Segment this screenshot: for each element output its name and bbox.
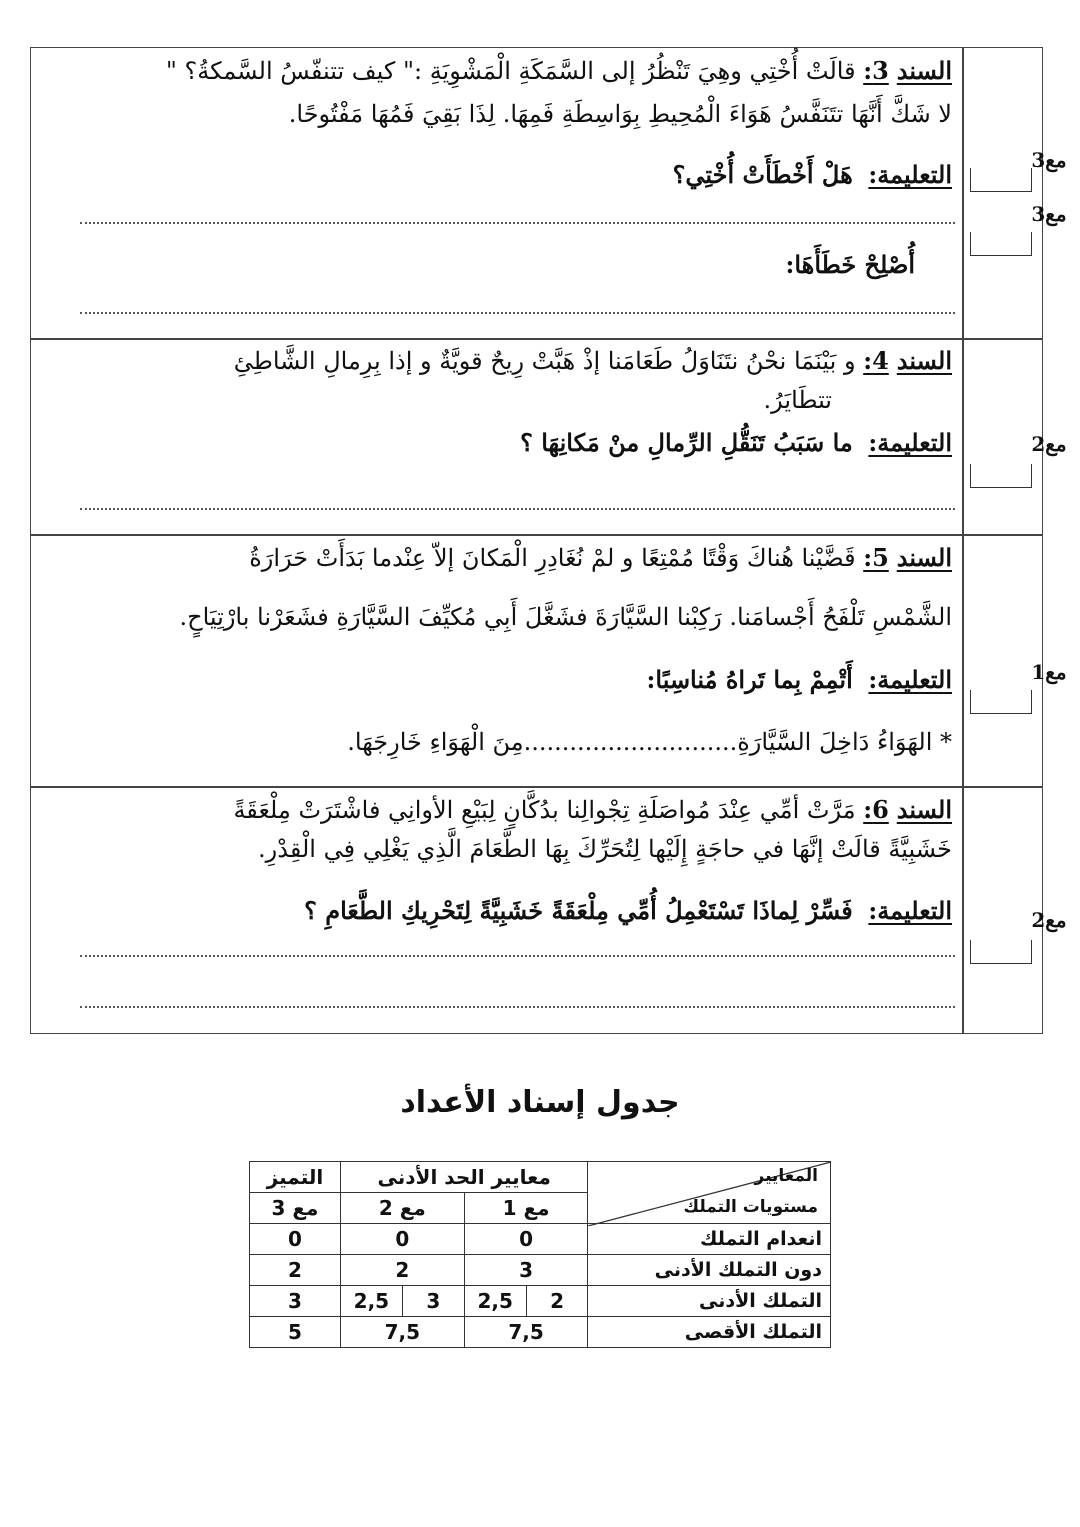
score-box[interactable] xyxy=(970,168,1032,192)
support-4-line-1 xyxy=(234,346,952,375)
instruction-5 xyxy=(647,665,952,694)
support-4-line-2: تتطَايَرُ. xyxy=(763,386,832,414)
instruction-text: فَسِّرْ لِماذَا تَسْتَعْمِلُ أُمِّي مِلْعَقَةً خَشَبِيَّةً لِتَحْرِيكِ الطَّعَامِ ؟ xyxy=(304,896,853,925)
score-cell: 7,5 xyxy=(464,1317,588,1348)
completion-sentence[interactable]: * الهَوَاءُ دَاخِلَ السَّيَّارَةِ............................مِنَ الْهَوَاءِ خَارِجَهَا. xyxy=(347,728,952,756)
exercise-frame xyxy=(30,47,1043,1034)
support-text: و بَيْنَمَا نحْنُ نتَنَاوَلُ طَعَامَنا إذْ هَبَّتْ رِيحٌ قويَّةٌ و إذا بِرِمالِ الشَّاطِئِ xyxy=(233,347,856,375)
score-cell: 2 xyxy=(340,1255,464,1286)
answer-line[interactable] xyxy=(80,222,955,224)
score-cell: 0 xyxy=(464,1224,588,1255)
excellence-header: التميز xyxy=(250,1162,341,1193)
support-5-line-1 xyxy=(249,543,952,572)
support-number: 4: xyxy=(863,346,889,375)
instruction-label: التعليمة: xyxy=(868,160,952,189)
grade-table-title: جدول إسناد الأعداد xyxy=(400,1085,680,1120)
section-divider xyxy=(30,534,1043,536)
instruction-3 xyxy=(673,160,952,189)
grade-table xyxy=(249,1161,831,1348)
table-corner-cell xyxy=(588,1162,831,1224)
score-cell: 2,5 xyxy=(340,1286,402,1317)
score-cell: 5 xyxy=(250,1317,341,1348)
support-text: قالَتْ أُخْتِي وهِيَ تَنْظُرُ إلى السَّمَكَةِ الْمَشْوِيَةِ :" كيف تتنفّسُ السَّمكةُ؟ " xyxy=(165,57,856,85)
support-label: السند xyxy=(896,543,952,572)
score-cell: 0 xyxy=(340,1224,464,1255)
score-cell: 3 xyxy=(464,1255,588,1286)
support-label: السند xyxy=(896,795,952,824)
answer-line[interactable] xyxy=(80,312,955,314)
score-box[interactable] xyxy=(970,690,1032,714)
support-5-line-2: الشَّمْسِ تَلْفَحُ أَجْسامَنا. رَكِبْنا السَّيَّارَةَ فشَغَّلَ أَبِي مُكيِّفَ السَّيَّارَةِ فشَعَرْنا بارْتِيَاحٍ. xyxy=(179,603,952,631)
crit1-header: مع 1 xyxy=(464,1193,588,1224)
level-label: التملك الأدنى xyxy=(588,1286,831,1317)
criterion-label: مع1 xyxy=(1031,660,1067,684)
table-row xyxy=(250,1255,831,1286)
support-label: السند xyxy=(896,346,952,375)
score-cell: 3 xyxy=(402,1286,464,1317)
section-divider xyxy=(30,338,1043,340)
support-text: مَرَّتْ أمِّي عِنْدَ مُواصَلَةِ تِجْوالِنا بدُكَّانٍ لِبَيْعِ الأوانِي فاشْتَرَتْ مِلْعَقَةً xyxy=(233,796,856,824)
support-text: قَضَّيْنا هُناكَ وَقْتًا مُمْتِعًا و لمْ نُغَادِرِ الْمَكانَ إلاّ عِنْدما بَدَأَتْ حَرَارَةُ xyxy=(249,544,856,572)
support-6-line-1 xyxy=(233,795,952,824)
score-box[interactable] xyxy=(970,232,1032,256)
support-number: 3: xyxy=(863,56,889,85)
support-number: 6: xyxy=(863,795,889,824)
corner-top-label: المعايير xyxy=(754,1166,818,1186)
score-cell: 2,5 xyxy=(464,1286,526,1317)
support-3-line-2: لا شَكَّ أَنَّهَا تتَنَفَّسُ هَوَاءَ الْمُحِيطِ بِوَاسِطَةِ فَمِهَا. لِذَا بَقِيَ فَمُهَا مَفْتُوحًا. xyxy=(288,100,952,128)
instruction-text: أَتْمِمْ بِما تَراهُ مُناسِبًا: xyxy=(646,665,853,694)
table-row xyxy=(250,1224,831,1255)
criterion-label: مع2 xyxy=(1031,432,1067,456)
support-6-line-2: خَشَبِيَّةً قالَتْ إنَّهَا في حاجَةٍ إِلَيْها لِتُحَرِّكَ بِهَا الطَّعَامَ الَّذِي يَغْلِي فِي الْقِدْرِ. xyxy=(258,835,952,863)
support-3-line-1 xyxy=(166,56,952,85)
instruction-label: التعليمة: xyxy=(868,428,952,457)
instruction-4 xyxy=(520,428,952,457)
table-row xyxy=(250,1286,831,1317)
instruction-label: التعليمة: xyxy=(868,896,952,925)
instruction-label: التعليمة: xyxy=(868,665,952,694)
instruction-text: هَلْ أَخْطَأَتْ أُخْتِي؟ xyxy=(672,160,853,189)
answer-line[interactable] xyxy=(80,508,955,510)
score-cell: 3 xyxy=(250,1286,341,1317)
criterion-label: مع3 xyxy=(1031,148,1067,172)
section-divider xyxy=(30,786,1043,788)
correction-prompt: أُصْلِحْ خَطَأَهَا: xyxy=(785,250,915,279)
instruction-6 xyxy=(304,896,952,925)
score-box[interactable] xyxy=(970,940,1032,964)
answer-line[interactable] xyxy=(80,955,955,957)
answer-line[interactable] xyxy=(80,1006,955,1008)
score-cell: 7,5 xyxy=(340,1317,464,1348)
level-label: انعدام التملك xyxy=(588,1224,831,1255)
score-cell: 0 xyxy=(250,1224,341,1255)
criteria-column-divider xyxy=(962,47,964,1034)
crit3-header: مع 3 xyxy=(250,1193,341,1224)
min-criteria-header: معايير الحد الأدنى xyxy=(340,1162,588,1193)
criterion-label: مع3 xyxy=(1031,202,1067,226)
score-box[interactable] xyxy=(970,464,1032,488)
instruction-text: ما سَبَبُ تَنَقُّلِ الرِّمالِ منْ مَكانِهَا ؟ xyxy=(520,428,853,457)
crit2-header: مع 2 xyxy=(340,1193,464,1224)
score-cell: 2 xyxy=(250,1255,341,1286)
score-cell: 2 xyxy=(526,1286,588,1317)
support-number: 5: xyxy=(863,543,889,572)
table-row xyxy=(250,1317,831,1348)
corner-bottom-label: مستويات التملك xyxy=(683,1197,818,1217)
level-label: التملك الأقصى xyxy=(588,1317,831,1348)
criterion-label: مع2 xyxy=(1031,908,1067,932)
support-label: السند xyxy=(896,56,952,85)
level-label: دون التملك الأدنى xyxy=(588,1255,831,1286)
